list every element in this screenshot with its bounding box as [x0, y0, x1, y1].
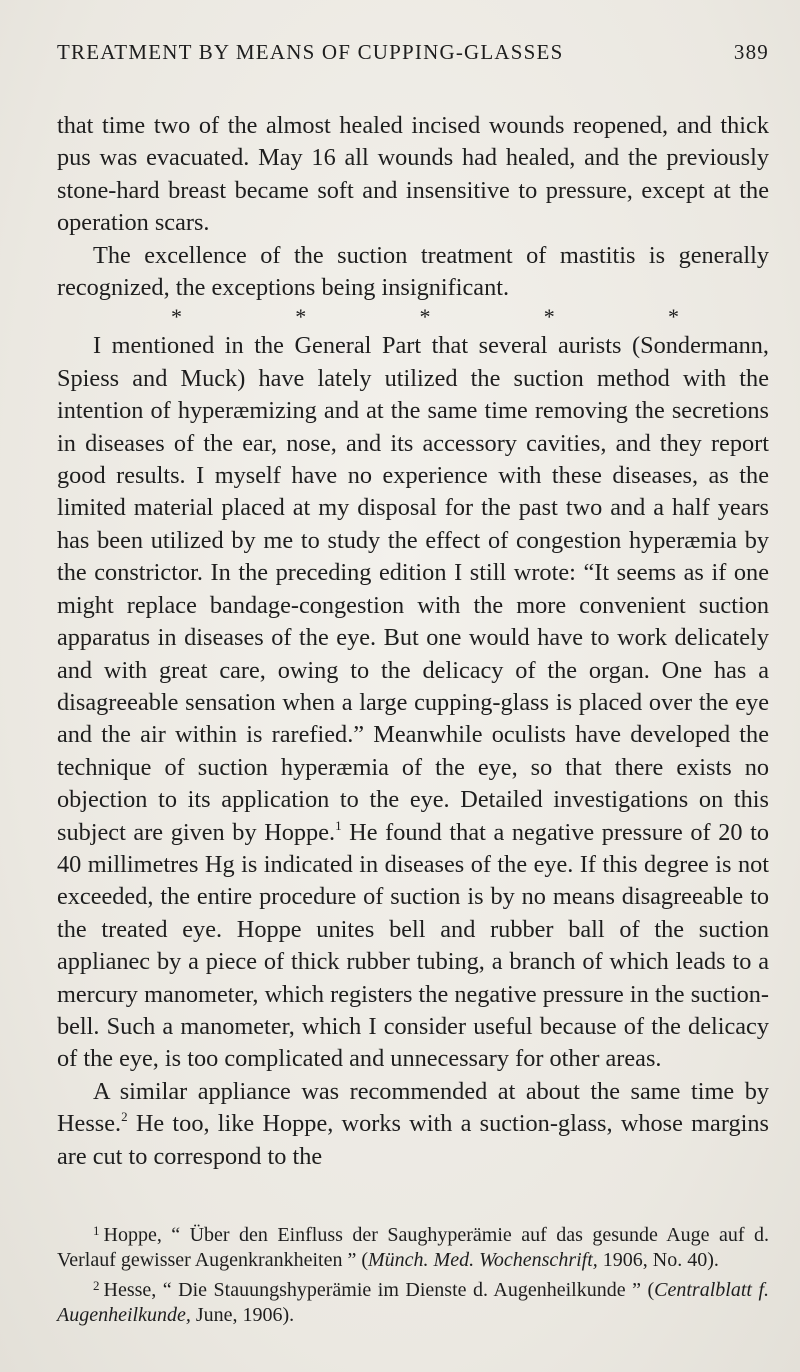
footnote-ref: 2: [121, 1109, 128, 1125]
footnote-text: June, 1906).: [190, 1304, 295, 1326]
section-separator: [57, 304, 769, 330]
paragraph-hesse: [57, 1076, 769, 1173]
footnote-text: Hesse, “ Die Stauungshyperämie im Dienste d. Augenheilkunde ” (: [103, 1279, 655, 1301]
separator-star: *: [171, 304, 182, 330]
footnote: [57, 1273, 769, 1328]
paragraph-text: A similar appliance was recommended at about the same time by Hesse.: [57, 1077, 769, 1138]
paragraph-aurists: [57, 330, 769, 1075]
footnote-number: 2: [93, 1278, 100, 1293]
footnotes: [57, 1218, 769, 1328]
paragraph-text: He too, like Hoppe, works with a suction-glass, whose margins are cut to correspond to the: [57, 1110, 769, 1170]
footnote-text: 1906, No. 40).: [597, 1249, 719, 1271]
footnote-text: Hoppe, “ Über den Einfluss der Saughyperämie auf das gesunde Auge auf d. Verlauf gewisser Augenkrankheiten ” (: [57, 1224, 769, 1271]
separator-star: *: [668, 304, 679, 330]
paragraph-text: I mentioned in the General Part that several aurists (Sondermann, Spiess and Muck) have lately utilized the suction method with the intention of hyperæmizing and at the same time removing the secretions in diseases of the ear, nose, and its accessory cavities, and they report good results. I myself have no experience with these diseases, as the limited material placed at my disposal for the past two and a half years has been utilized by me to study the effect of congestion hyperæmia by the constrictor. In the preceding edition I still wrote: “It seems as if one might replace bandage-congestion with the more convenient suction apparatus in diseases of the eye. But one would have to work delicately and with great care, owing to the delicacy of the organ. One has a disagreeable sensation when a large cupping-glass is placed over the eye and the air within is rarefied.” Meanwhile oculists have developed the technique of suction hyperæmia of the eye, so that there exists no objection to its application to the eye. Detailed investigations on this subject are given by Hoppe.: [57, 332, 769, 846]
running-title: TREATMENT BY MEANS OF CUPPING-GLASSES: [57, 40, 564, 64]
paragraph-mastitis-summary: The excellence of the suction treatment of mastitis is generally recognized, the exceptions being insignificant.: [57, 241, 769, 302]
footnote-number: 1: [93, 1223, 100, 1238]
paragraph-continuation: that time two of the almost healed incised wounds reopened, and thick pus was evacuated. May 16 all wounds had healed, and the previously stone-hard breast became soft and insensitive to pressure, except at the operation scars.: [57, 112, 769, 237]
separator-star: *: [419, 304, 431, 330]
paragraph-text: He found that a negative pressure of 20 to 40 millimetres Hg is indicated in diseases of the eye. If this degree is not exceeded, the entire procedure of suction is by no means disagreeable to the treated eye. Hoppe unites bell and rubber ball of the suction applianec by a piece of thick rubber tubing, a branch of which leads to a mercury manometer, which registers the negative pressure in the suction-bell. Such a manometer, which I consider useful because of the delicacy of the eye, is too complicated and unnecessary for other areas.: [57, 818, 770, 1073]
separator-star: *: [295, 304, 307, 330]
footnote-journal: Münch. Med. Wochenschrift,: [368, 1249, 598, 1271]
page-number: 389: [733, 40, 769, 64]
footnote-ref: 1: [335, 817, 342, 833]
separator-star: *: [543, 304, 555, 330]
running-header: [57, 40, 769, 65]
footnote: [57, 1218, 769, 1273]
footnote-journal: Centralblatt f. Augenheilkunde,: [57, 1279, 770, 1326]
body-text: [57, 110, 769, 1173]
